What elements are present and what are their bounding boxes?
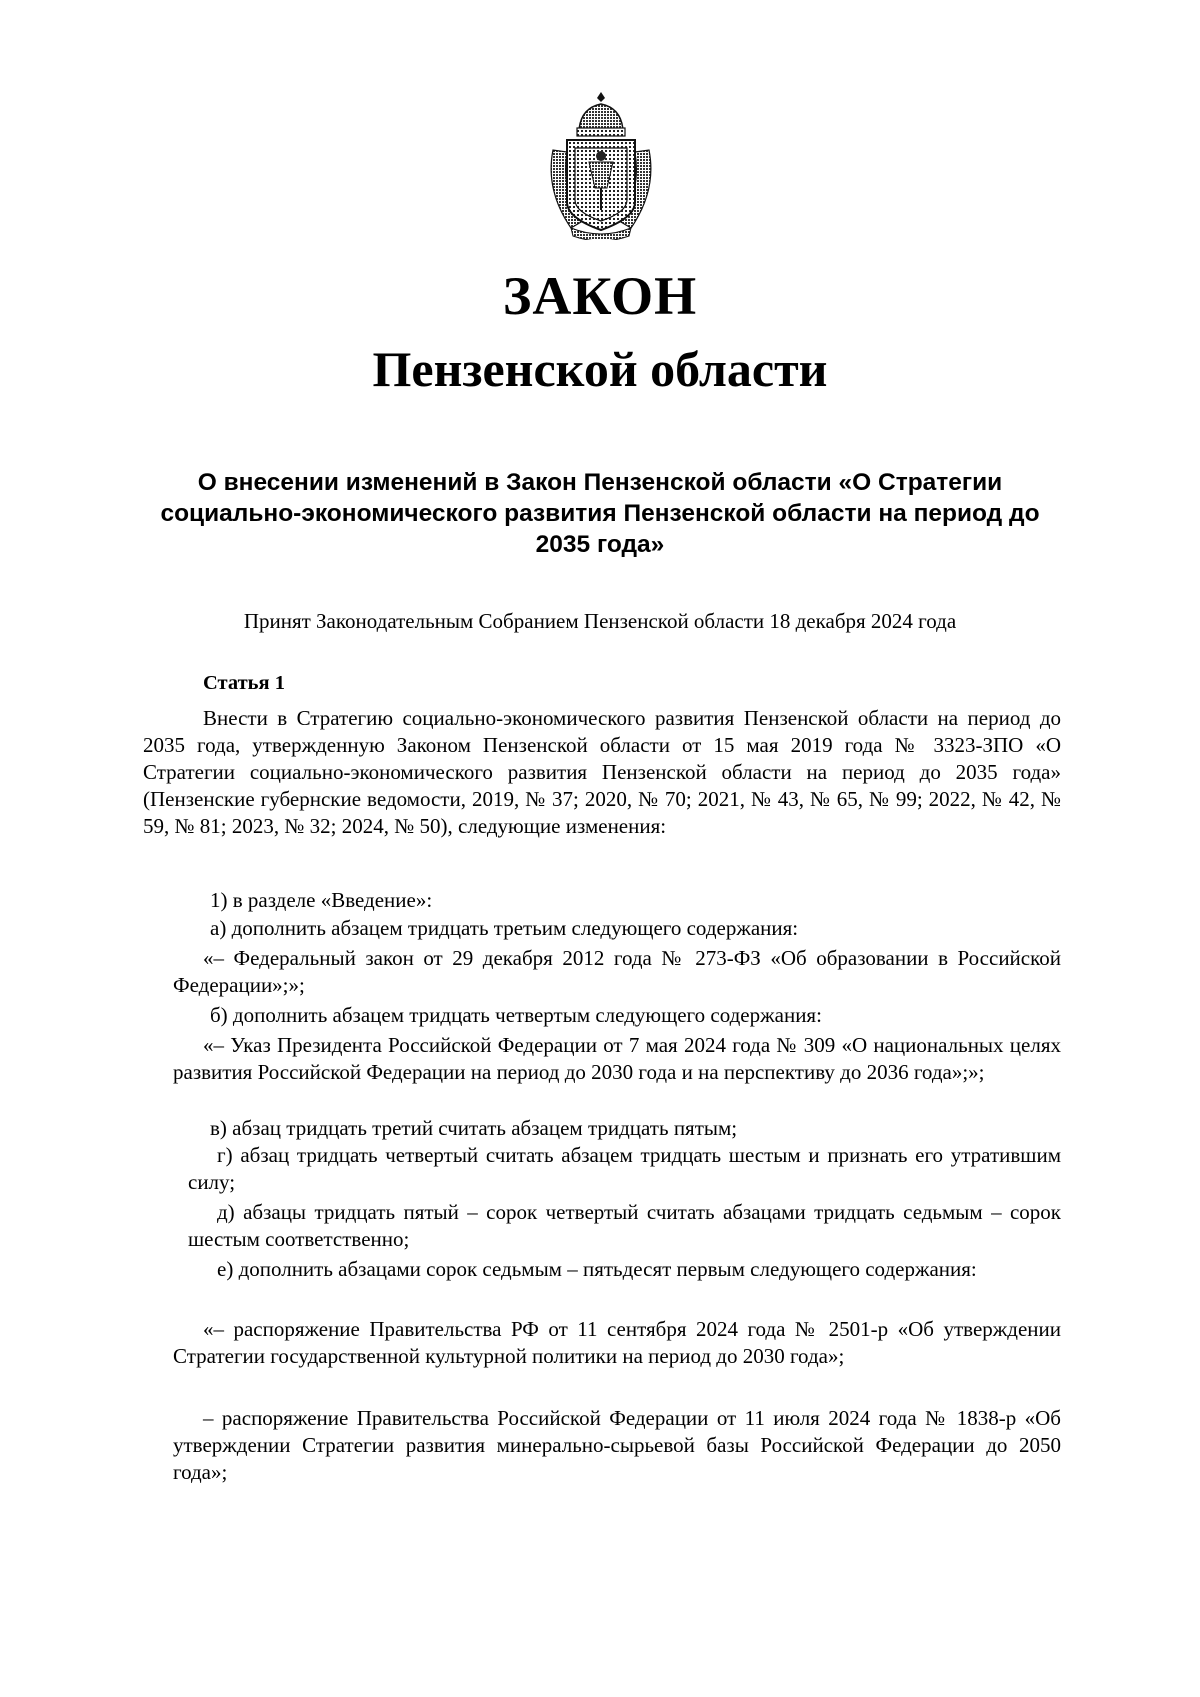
list-item: б) дополнить абзацем тридцать четвертым следующего содержания:	[210, 1003, 822, 1027]
list-item: г) абзац тридцать четвертый считать абзацем тридцать шестым и признать его утратившим силу;	[188, 1143, 1061, 1194]
adoption-line: Принят Законодательным Собранием Пензенской области 18 декабря 2024 года	[243, 609, 957, 633]
quoted-paragraph: «– распоряжение Правительства РФ от 11 сентября 2024 года № 2501-р «Об утверждении Стратегии государственной культурной политики на период до 2030 года»;	[173, 1317, 1061, 1368]
coat-of-arms-emblem	[541, 90, 661, 240]
list-item: 1) в разделе «Введение»:	[210, 888, 433, 912]
law-heading: ЗАКОН	[502, 266, 698, 326]
article-heading: Статья 1	[203, 672, 285, 694]
quoted-paragraph: – распоряжение Правительства Российской Федерации от 11 июля 2024 года № 1838-р «Об утверждении Стратегии развития минерально-сырьевой базы Российской Федерации до 2050 года»;	[173, 1406, 1061, 1484]
list-item: в) абзац тридцать третий считать абзацем тридцать пятым;	[210, 1116, 738, 1140]
law-subject-title: О внесении изменений в Закон Пензенской области «О Стратегии социально-экономического развития Пензенской области на период до 2035 года»	[160, 469, 1040, 558]
list-item: е) дополнить абзацами сорок седьмым – пятьдесят первым следующего содержания:	[217, 1257, 977, 1281]
quoted-paragraph: «– Указ Президента Российской Федерации от 7 мая 2024 года № 309 «О национальных целях развития Российской Федерации на период до 2030 года и на перспективу до 2036 года»;»;	[173, 1033, 1061, 1084]
region-heading: Пензенской области	[372, 341, 828, 397]
quoted-paragraph: «– Федеральный закон от 29 декабря 2012 года № 273-ФЗ «Об образовании в Российской Федерации»;»;	[173, 946, 1061, 997]
article-intro-paragraph: Внести в Стратегию социально-экономического развития Пензенской области на период до 2035 года, утвержденную Законом Пензенской области от 15 мая 2019 года № 3323-ЗПО «О Стратегии социально-экономического развития Пензенской области на период до 2035 года» (Пензенские губернские ведомости, 2019, № 37; 2020, № 70; 2021, № 43, № 65, № 99; 2022, № 42, № 59, № 81; 2023, № 32; 2024, № 50), следующие изменения:	[143, 706, 1061, 838]
list-item: а) дополнить абзацем тридцать третьим следующего содержания:	[210, 916, 799, 940]
list-item: д) абзацы тридцать пятый – сорок четвертый считать абзацами тридцать седьмым – сорок шестым соответственно;	[188, 1200, 1061, 1251]
